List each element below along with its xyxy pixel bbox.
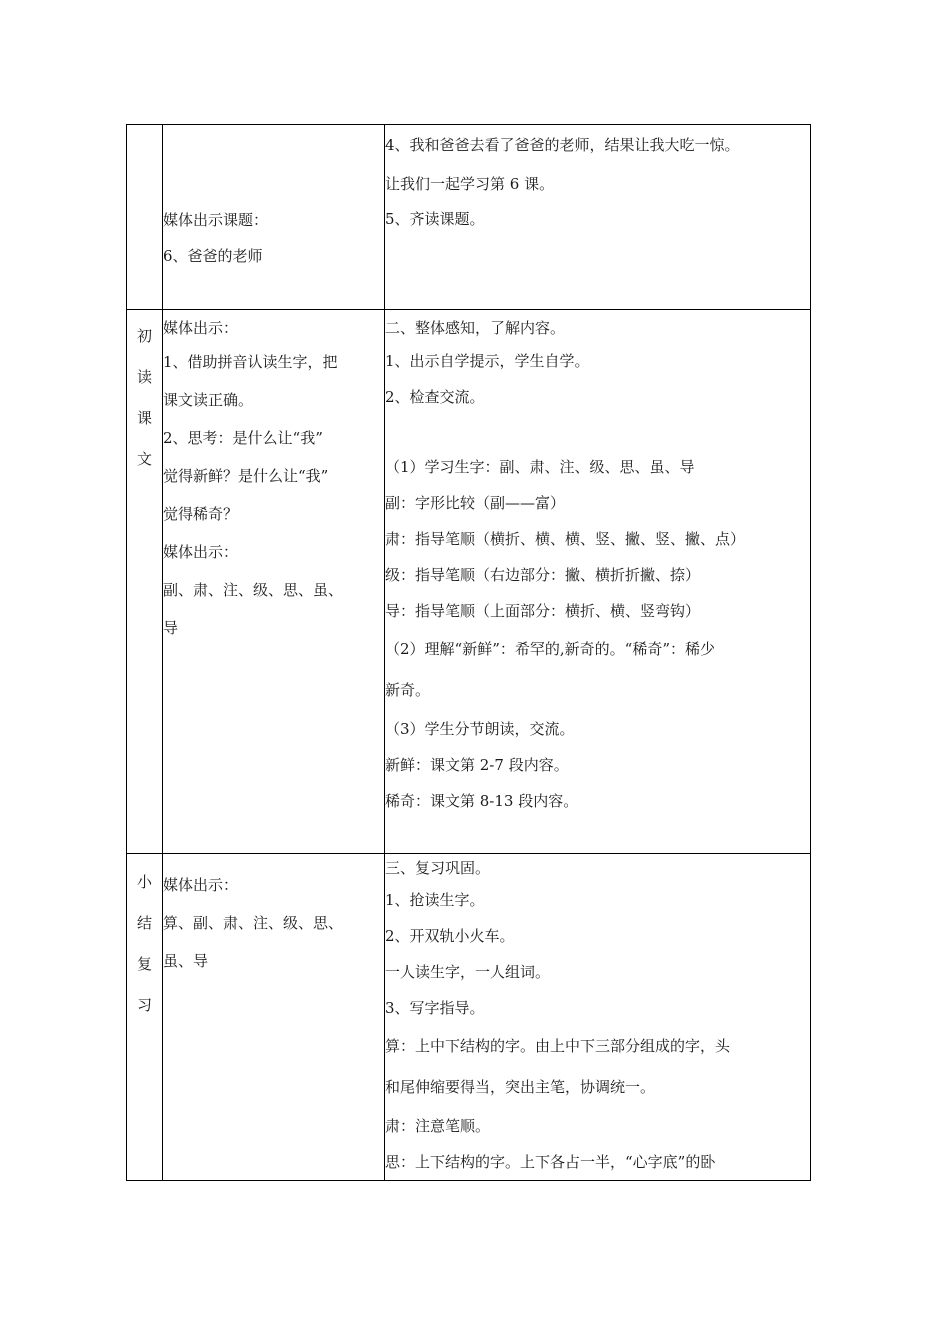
activity-line: （1）学习生字：副、肃、注、级、思、虽、导 <box>385 458 695 476</box>
table-row <box>127 854 811 1181</box>
activity-line: 肃：注意笔顺。 <box>385 1117 491 1135</box>
stage-char: 结 <box>136 914 152 932</box>
media-line: 媒体出示： <box>163 876 239 894</box>
media-line: 媒体出示： <box>163 319 239 337</box>
media-cell <box>163 854 385 1181</box>
activity-line: 肃：指导笔顺（横折、横、横、竖、撇、竖、撇、点） <box>385 530 746 548</box>
media-line: 导 <box>163 619 179 637</box>
activity-cell <box>385 854 811 1181</box>
activity-line: 和尾伸缩要得当，突出主笔，协调统一。 <box>385 1078 656 1096</box>
stage-cell <box>127 125 163 310</box>
activity-line <box>385 415 810 449</box>
activity-line: 2、开双轨小火车。 <box>385 927 515 945</box>
stage-char: 小 <box>136 873 152 891</box>
media-line: 2、思考：是什么让“我” <box>163 429 323 447</box>
stage-char: 初 <box>136 327 152 345</box>
stage-char: 习 <box>136 996 152 1014</box>
stage-char: 课 <box>136 409 152 427</box>
activity-cell <box>385 125 811 310</box>
activity-line: 一人读生字，一人组词。 <box>385 963 551 981</box>
media-cell <box>163 310 385 854</box>
media-line: 算、副、肃、注、级、思、 <box>163 914 344 932</box>
activity-line: （2）理解“新鲜”：希罕的,新奇的。“稀奇”：稀少 <box>385 640 715 658</box>
lesson-plan-table <box>126 124 811 1181</box>
activity-line: 三、复习巩固。 <box>385 859 491 877</box>
media-line: 觉得稀奇？ <box>163 505 239 523</box>
activity-line: 3、写字指导。 <box>385 999 485 1017</box>
activity-line: 级：指导笔顺（右边部分：撇、横折折撇、捺） <box>385 566 701 584</box>
activity-line: 1、出示自学提示，学生自学。 <box>385 352 590 370</box>
stage-cell <box>127 310 163 854</box>
media-line: 副、肃、注、级、思、虽、 <box>163 581 344 599</box>
activity-line: 4、我和爸爸去看了爸爸的老师，结果让我大吃一惊。 <box>385 136 740 154</box>
activity-line: 5、齐读课题。 <box>385 210 485 228</box>
activity-line: 算：上中下结构的字。由上中下三部分组成的字，头 <box>385 1037 731 1055</box>
activity-line: 新奇。 <box>385 681 431 699</box>
activity-line: 二、整体感知，了解内容。 <box>385 319 566 337</box>
activity-line: 稀奇：课文第 8-13 段内容。 <box>385 792 579 810</box>
activity-line: （3）学生分节朗读，交流。 <box>385 720 575 738</box>
media-line: 媒体出示： <box>163 543 239 561</box>
activity-line: 副：字形比较（副——富） <box>385 494 566 512</box>
media-cell <box>163 125 385 310</box>
media-line: 1、借助拼音认读生字，把 <box>163 353 338 371</box>
activity-cell <box>385 310 811 854</box>
table-row <box>127 310 811 854</box>
media-line: 媒体出示课题： <box>163 211 269 229</box>
activity-line: 思：上下结构的字。上下各占一半，“心字底”的卧 <box>385 1153 716 1171</box>
activity-line: 导：指导笔顺（上面部分：横折、横、竖弯钩） <box>385 602 701 620</box>
media-line: 虽、导 <box>163 952 209 970</box>
stage-char: 读 <box>136 368 152 386</box>
activity-line: 1、抢读生字。 <box>385 891 485 909</box>
activity-line: 让我们一起学习第 6 课。 <box>385 175 555 193</box>
activity-line: 2、检查交流。 <box>385 388 485 406</box>
stage-cell <box>127 854 163 1181</box>
media-line: 6、爸爸的老师 <box>163 247 263 265</box>
stage-char: 文 <box>136 450 152 468</box>
table-row <box>127 125 811 310</box>
media-line: 课文读正确。 <box>163 391 254 409</box>
activity-line: 新鲜：课文第 2-7 段内容。 <box>385 756 569 774</box>
stage-char: 复 <box>136 955 152 973</box>
media-line: 觉得新鲜？是什么让“我” <box>163 467 329 485</box>
